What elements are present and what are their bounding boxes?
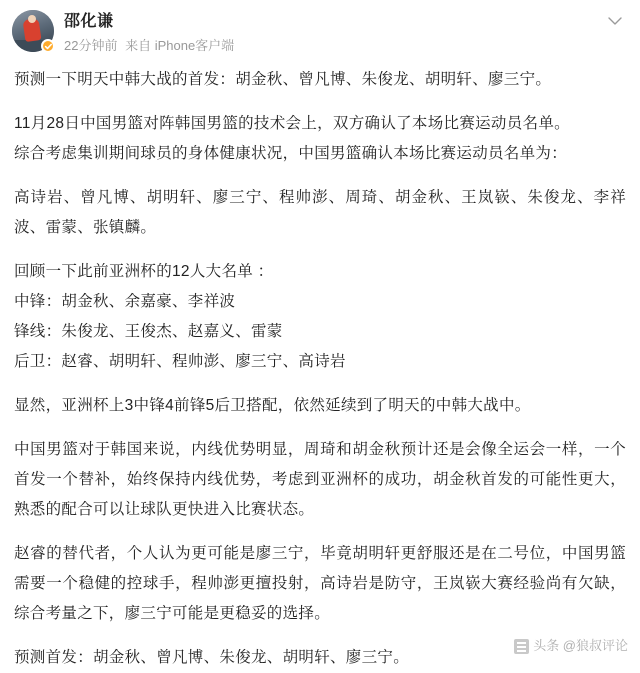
post-header [0,0,640,61]
verified-badge-icon [41,39,55,53]
watermark [514,637,628,655]
paragraph-roster-announcement [14,109,626,169]
paragraph-prediction-intro: 预测一下明天中韩大战的首发：胡金秋、曾凡博、朱俊龙、胡明轩、廖三宁。 [14,71,552,88]
asia-cup-guards: 后卫：赵睿、胡明轩、程帅澎、廖三宁、高诗岩 [14,353,346,370]
asia-cup-forwards: 锋线：朱俊龙、王俊杰、赵嘉义、雷蒙 [14,323,283,340]
asia-cup-roster-title: 回顾一下此前亚洲杯的12人大名单 ： [14,263,274,280]
post-meta [64,37,234,55]
roster-announcement-line-1: 11月28日中国男篮对阵韩国男篮的技术会上，双方确认了本场比赛运动员名单。 [14,115,570,132]
paragraph-lineup-analysis: 显然，亚洲杯上3中锋4前锋5后卫搭配，依然延续到了明天的中韩大战中。 [14,397,531,414]
paragraph-roster-list: 高诗岩、曾凡博、胡明轩、廖三宁、程帅澎、周琦、胡金秋、王岚嵚、朱俊龙、李祥波、雷蒙、张镇麟。 [14,189,626,236]
avatar[interactable] [12,10,54,52]
paragraph-inside-advantage: 中国男篮对于韩国来说，内线优势明显，周琦和胡金秋预计还是会像全运会一样，一个首发一个替补，始终保持内线优势，考虑到亚洲杯的成功，胡金秋首发的可能性更大，熟悉的配合可以让球队更快进入比赛状态。 [14,441,626,518]
post-body [0,61,640,673]
paragraph-asia-cup-roster [14,257,626,377]
asia-cup-centers: 中锋：胡金秋、余嘉豪、李祥波 [14,293,236,310]
header-text [64,10,234,55]
toutiao-logo-icon [514,639,529,654]
post-source: 来自 iPhone客户端 [125,38,235,53]
post-time: 22分钟前 [64,38,118,53]
chevron-down-icon[interactable] [604,10,626,32]
author-name[interactable]: 邵化谦 [64,13,114,30]
paragraph-guard-replacement: 赵睿的替代者，个人认为更可能是廖三宁，毕竟胡明轩更舒服还是在二号位，中国男篮需要一个稳健的控球手，程帅澎更擅投射，高诗岩是防守，王岚嵚大赛经验尚有欠缺，综合考量之下，廖三宁可能是更稳妥的选择。 [14,545,626,622]
avatar-head [28,15,36,23]
watermark-text: 头条 @狼叔评论 [533,638,628,653]
paragraph-final-prediction: 预测首发：胡金秋、曾凡博、朱俊龙、胡明轩、廖三宁。 [14,649,410,666]
roster-announcement-line-2: 综合考虑集训期间球员的身体健康状况，中国男篮确认本场比赛运动员名单为： [14,145,568,162]
